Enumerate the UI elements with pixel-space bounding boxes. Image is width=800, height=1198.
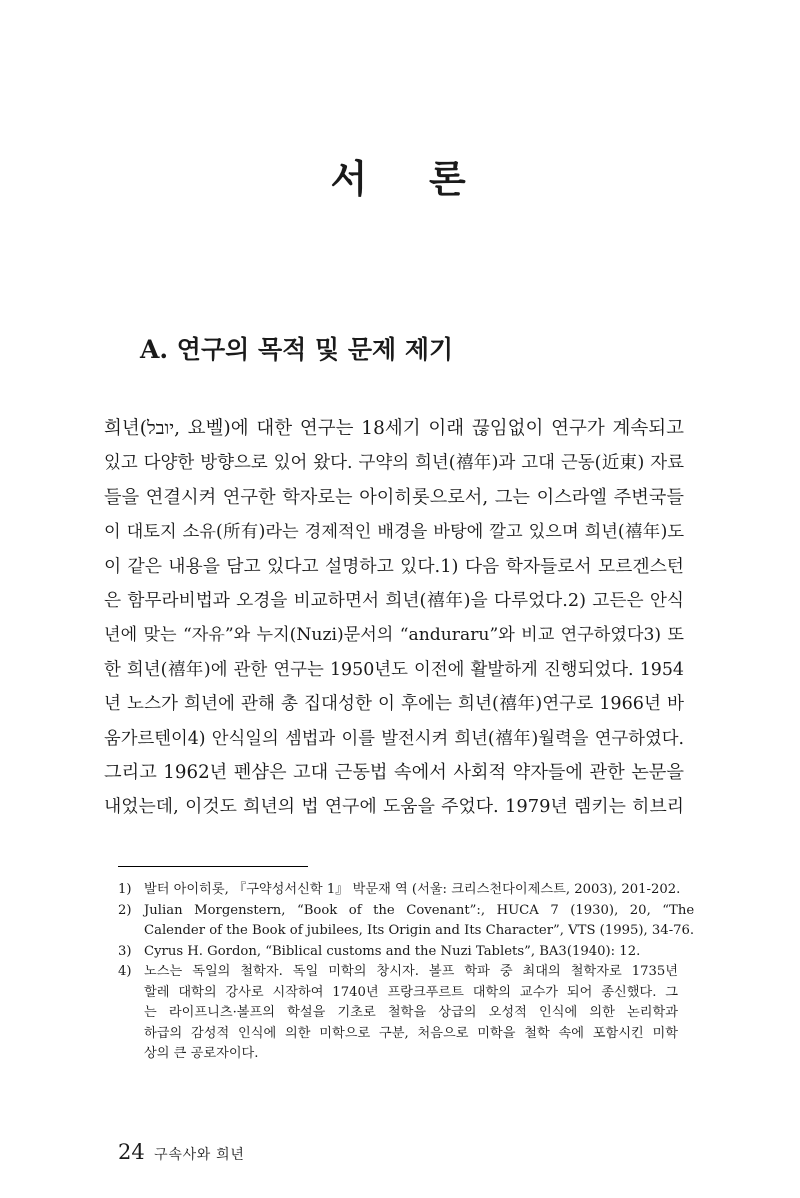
- body-line: 내었는데, 이것도 희년의 법 연구에 도움을 주었다. 1979년 렘키는 히브리: [104, 796, 684, 818]
- page-title: [0, 155, 800, 203]
- body-line: 년에 맞는 “자유”와 누지(Nuzi)문서의 “anduraru”와 비교 연구하였다3) 또: [104, 625, 684, 646]
- body-line: 들을 연결시켜 연구한 학자로는 아이히롯으로서, 그는 이스라엘 주변국들: [104, 486, 684, 508]
- footnote-text: 노스는 독일의 철학자. 독일 미학의 창시자. 볼프 학파 중 최대의 철학자로 1735년: [144, 964, 678, 979]
- footnote-4: [118, 962, 678, 1065]
- body-line: 이 대토지 소유(所有)라는 경제적인 배경을 바탕에 깔고 있으며 희년(禧年)도: [104, 522, 684, 543]
- footnotes: [118, 880, 695, 1065]
- footnote-number: 1): [118, 882, 132, 897]
- footnote-text: 할레 대학의 강사로 시작하여 1740년 프랑크푸르트 대학의 교수가 되어 종신했다. 그: [144, 984, 678, 1000]
- footnote-2: [118, 901, 695, 942]
- body-line: 있고 다양한 방향으로 있어 왔다. 구약의 희년(禧年)과 고대 근동(近東) 자료: [104, 453, 684, 474]
- footnote-text: 발터 아이히롯, 『구약성서신학 1』 박문재 역 (서울: 크리스천다이제스트, 2003), 201-202.: [144, 882, 681, 897]
- body-line: 그리고 1962년 펜샴은 고대 근동법 속에서 사회적 약자들에 관한 논문을: [104, 762, 684, 784]
- page-title-char-1: 서: [330, 156, 371, 201]
- footnote-divider: [118, 866, 308, 867]
- page-number: 24: [118, 1140, 145, 1164]
- body-paragraph: [104, 412, 684, 825]
- body-line: 희년(יובל, 요벨)에 대한 연구는 18세기 이래 끊임없이 연구가 계속되고: [104, 418, 684, 439]
- page-footer: [118, 1140, 245, 1167]
- body-line: 년 노스가 희년에 관해 총 집대성한 이 후에는 희년(禧年)연구로 1966년 바: [104, 694, 684, 715]
- footnote-text: Calender of the Book of jubilees, Its Origin and Its Character”, VTS (1995), 34-76.: [144, 923, 695, 938]
- footnote-number: 2): [118, 902, 132, 918]
- body-line: 움가르텐이4) 안식일의 셈법과 이를 발전시켜 희년(禧年)월력을 연구하였다.: [104, 728, 684, 749]
- footnote-number: 3): [118, 943, 132, 959]
- section-heading: A. 연구의 목적 및 문제 제기: [140, 335, 454, 364]
- footnote-3: [118, 942, 678, 963]
- body-line: 이 같은 내용을 담고 있다고 설명하고 있다.1) 다음 학자들로서 모르겐스턴: [104, 555, 684, 577]
- footnote-number: 4): [118, 964, 132, 979]
- footnote-1: [118, 880, 681, 901]
- footnote-text: 하급의 감성적 인식에 의한 미학으로 구분, 처음으로 미학을 철학 속에 포함시킨 미학: [144, 1025, 678, 1041]
- footnote-text: 상의 큰 공로자이다.: [144, 1046, 259, 1061]
- running-title: 구속사와 희년: [154, 1147, 245, 1163]
- footnote-text: 는 라이프니츠·볼프의 학설을 기초로 철학을 상급의 오성적 인식에 의한 논리학과: [144, 1005, 678, 1020]
- body-line: 한 희년(禧年)에 관한 연구는 1950년도 이전에 활발하게 진행되었다. 1954: [104, 659, 684, 680]
- footnote-text: Julian Morgenstern, “Book of the Covenant”:, HUCA 7 (1930), 20, “The: [144, 902, 695, 918]
- page-title-char-2: 론: [429, 156, 470, 201]
- body-line: 은 함무라비법과 오경을 비교하면서 희년(禧年)을 다루었다.2) 고든은 안식: [104, 591, 684, 612]
- footnote-text: Cyrus H. Gordon, “Biblical customs and the Nuzi Tablets”, BA3(1940): 12.: [144, 943, 641, 959]
